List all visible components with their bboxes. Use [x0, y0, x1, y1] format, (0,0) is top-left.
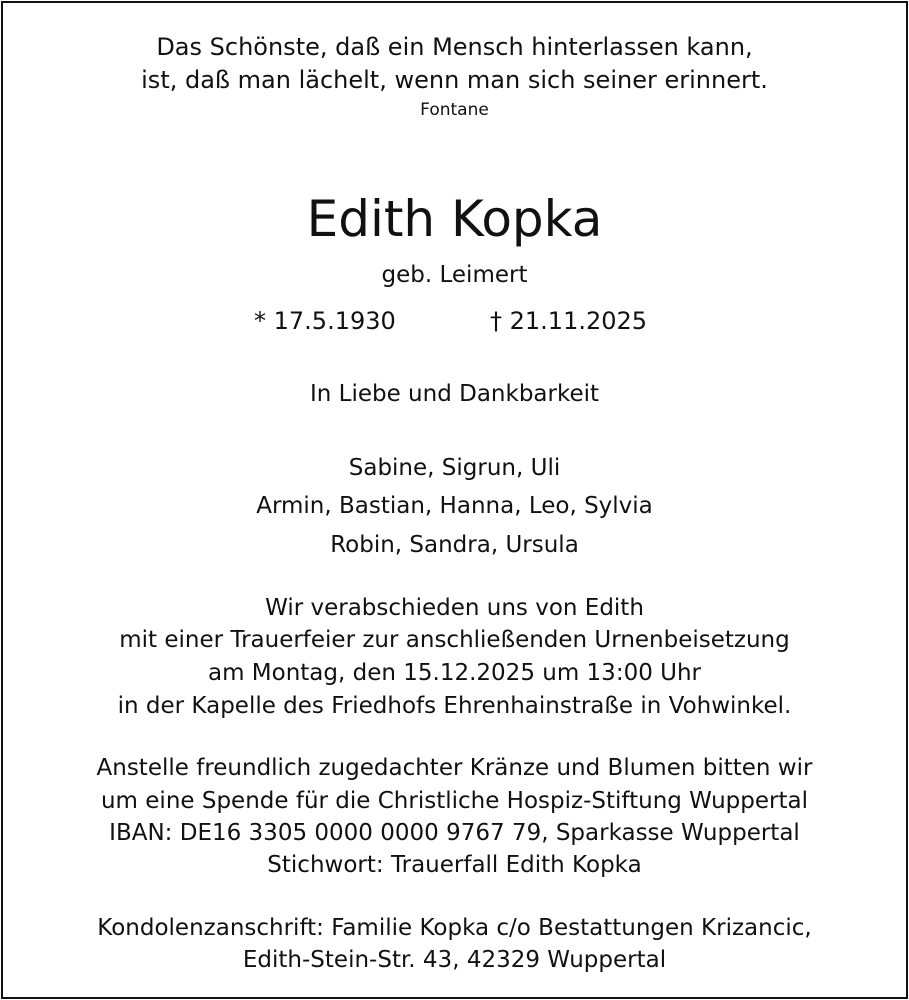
ceremony-line: mit einer Trauerfeier zur anschließenden Urnenbeisetzung [119, 627, 790, 653]
donation-line: um eine Spende für die Christliche Hospiz-Stiftung Wuppertal [100, 788, 808, 814]
deceased-name: Edith Kopka [306, 190, 603, 248]
donation-line: Anstelle freundlich zugedachter Kränze und Blumen bitten wir [96, 755, 813, 781]
quote-line-2: ist, daß man lächelt, wenn man sich seiner erinnert. [141, 66, 768, 94]
donation-line: Stichwort: Trauerfall Edith Kopka [267, 852, 642, 878]
quote-line-1: Das Schönste, daß ein Mensch hinterlassen kann, [156, 33, 753, 61]
condolence-line: Kondolenzanschrift: Familie Kopka c/o Bestattungen Krizancic, [97, 915, 812, 941]
mourners-line: Sabine, Sigrun, Uli [348, 455, 561, 481]
condolence-line: Edith-Stein-Str. 43, 42329 Wuppertal [242, 947, 667, 973]
dedication: In Liebe und Dankbarkeit [309, 381, 600, 407]
ceremony-line: Wir verabschieden uns von Edith [265, 595, 644, 621]
mourners-line: Armin, Bastian, Hanna, Leo, Sylvia [256, 493, 653, 519]
quote-author: Fontane [420, 100, 489, 120]
birth-name: geb. Leimert [381, 262, 528, 288]
birth-date: * 17.5.1930 [254, 307, 396, 335]
ceremony-line: am Montag, den 15.12.2025 um 13:00 Uhr [207, 660, 702, 686]
donation-line: IBAN: DE16 3305 0000 0000 9767 79, Sparkasse Wuppertal [109, 820, 800, 846]
ceremony-line: in der Kapelle des Friedhofs Ehrenhainstraße in Vohwinkel. [117, 693, 792, 719]
death-date: † 21.11.2025 [490, 307, 648, 335]
mourners-line: Robin, Sandra, Ursula [330, 532, 579, 558]
